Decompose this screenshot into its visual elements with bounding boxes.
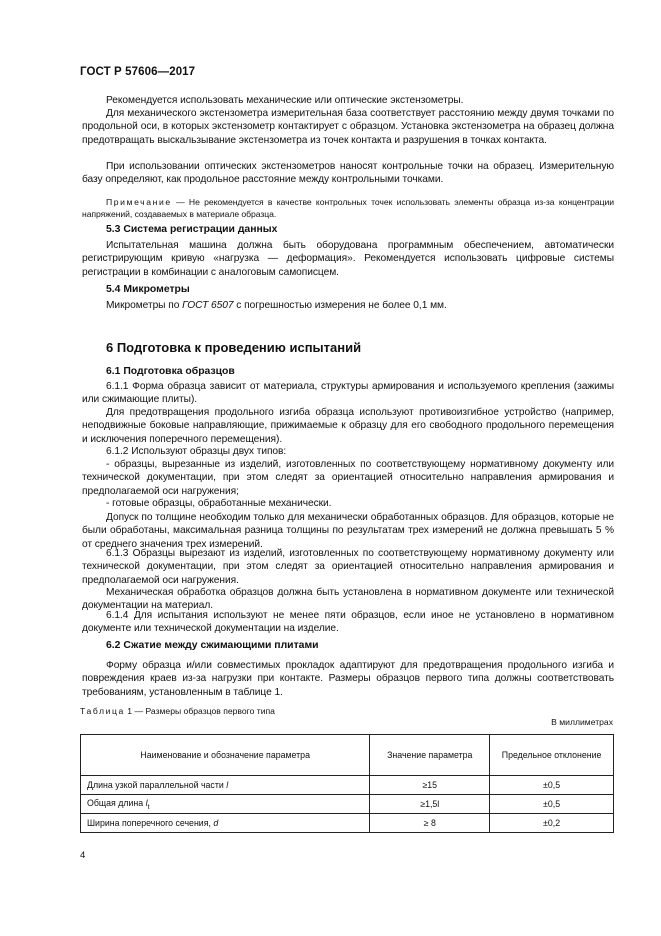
header-value: Значение параметра: [370, 735, 490, 776]
standard-header: ГОСТ Р 57606—2017: [80, 66, 196, 78]
cell-tolerance: ±0,5: [490, 795, 614, 814]
section-6-title: 6 Подготовка к проведению испытаний: [106, 340, 362, 355]
page-number: 4: [80, 850, 86, 861]
cell-value: ≥15: [370, 776, 490, 795]
paragraph-6-1-4: 6.1.4 Для испытания используют не менее пяти образцов, если иное не установлено в нормативном документе или технической документации на изделие.: [82, 610, 614, 635]
paragraph-6-1-1: 6.1.1 Форма образца зависит от материала, структуры армирования и используемого крепления (зажимы или сжимающие плиты).: [82, 381, 614, 406]
note: [82, 196, 614, 220]
list-item-cut-samples: - образцы, вырезанные из изделий, изготовленных по соответствующему нормативному документу или технической документации, при этом следят за ориентацией относительно направления армирования и предполагаемой оси нагружения;: [82, 459, 614, 497]
table-row: [81, 795, 614, 814]
note-text: — Не рекомендуется в качестве контрольных точек использовать элементы образца из-за концентрации напряжений, создаваемых в материале образца.: [82, 197, 614, 219]
cell-tolerance: ±0,5: [490, 776, 614, 795]
table-1-title: Таблица 1 — Размеры образцов первого типа: [80, 706, 275, 716]
table-label: Таблица: [80, 706, 125, 716]
cell-tolerance: ±0,2: [490, 814, 614, 833]
section-5-3-title: 5.3 Система регистрации данных: [106, 224, 278, 235]
paragraph-6-1-2-b: Допуск по толщине необходим только для механически обработанных образцов. Для образцов, которые не были обработаны, максимальная разница толщины по результатам трех измерений не должна превышать 5 % от среднего значения трех измерений.: [82, 512, 614, 550]
paragraph-5-3: Испытательная машина должна быть оборудована программным обеспечением, автоматически регистрирующим кривую «нагрузка — деформация». Рекомендуется использовать цифровые системы регистрации в комбинации с аналоговым самописцем.: [82, 240, 614, 278]
note-label: Примечание: [106, 197, 172, 207]
table-row: [81, 814, 614, 833]
cell-parameter: Длина узкой параллельной части l: [81, 776, 370, 795]
paragraph-6-1-3-b: Механическая обработка образцов должна быть установлена в нормативном документе или технической документации на материал.: [82, 587, 614, 612]
paragraph-mechanical-extensometer: Для механического экстензометра измерительная база соответствует расстоянию между двумя точками по продольной оси, в которых экстензометр контактирует с образцом. Установка экстензометра на образец должна предотвращать выскальзывание экстензометра из точек контакта и разрушения в точках контакта.: [82, 108, 614, 146]
table-1: [80, 734, 614, 833]
list-item-machined-samples: - готовые образцы, обработанные механически.: [106, 498, 332, 509]
table-unit-note: В миллиметрах: [551, 717, 613, 727]
table-row: [81, 776, 614, 795]
header-parameter: Наименование и обозначение параметра: [81, 735, 370, 776]
section-6-1-title: 6.1 Подготовка образцов: [106, 366, 235, 377]
cell-value: ≥1,5l: [370, 795, 490, 814]
section-6-2-title: 6.2 Сжатие между сжимающими плитами: [106, 640, 319, 651]
paragraph-extensometers-recommend: Рекомендуется использовать механические или оптические экстензометры.: [106, 95, 464, 106]
cell-parameter: Общая длина $l_t$: [81, 795, 370, 814]
paragraph-6-2: Форму образца и/или совместимых прокладок адаптируют для предотвращения продольного изгиба и повреждения краев из-за нагрузки при контакте. Размеры образцов первого типа должны соответствовать требованиям, установленным в таблице 1.: [82, 660, 614, 698]
table-header-row: [81, 735, 614, 776]
paragraph-6-1-2: 6.1.2 Используют образцы двух типов:: [106, 446, 287, 457]
header-tolerance: Предельное отклонение: [490, 735, 614, 776]
paragraph-6-1-3: 6.1.3 Образцы вырезают из изделий, изготовленных по соответствующему нормативному документу или технической документации, при этом следят за ориентацией относительно направления армирования и предполагаемой оси нагружения.: [82, 548, 614, 586]
paragraph-5-4: Микрометры по ГОСТ 6507 с погрешностью измерения не более 0,1 мм.: [106, 300, 447, 311]
cell-value: ≥ 8: [370, 814, 490, 833]
paragraph-optical-extensometer: При использовании оптических экстензометров наносят контрольные точки на образец. Измерительную базу определяют, как продольное расстояние между контрольными точками.: [82, 161, 614, 186]
section-5-4-title: 5.4 Микрометры: [106, 284, 190, 295]
cell-parameter: Ширина поперечного сечения, d: [81, 814, 370, 833]
gost-reference: ГОСТ 6507: [182, 300, 234, 311]
paragraph-6-1-1-b: Для предотвращения продольного изгиба образца используют противоизгибное устройство (например, неподвижные боковые направляющие, прижимаемые к образцу для его свободного продольного перемещения и исключения поперечного перемещения).: [82, 407, 614, 445]
